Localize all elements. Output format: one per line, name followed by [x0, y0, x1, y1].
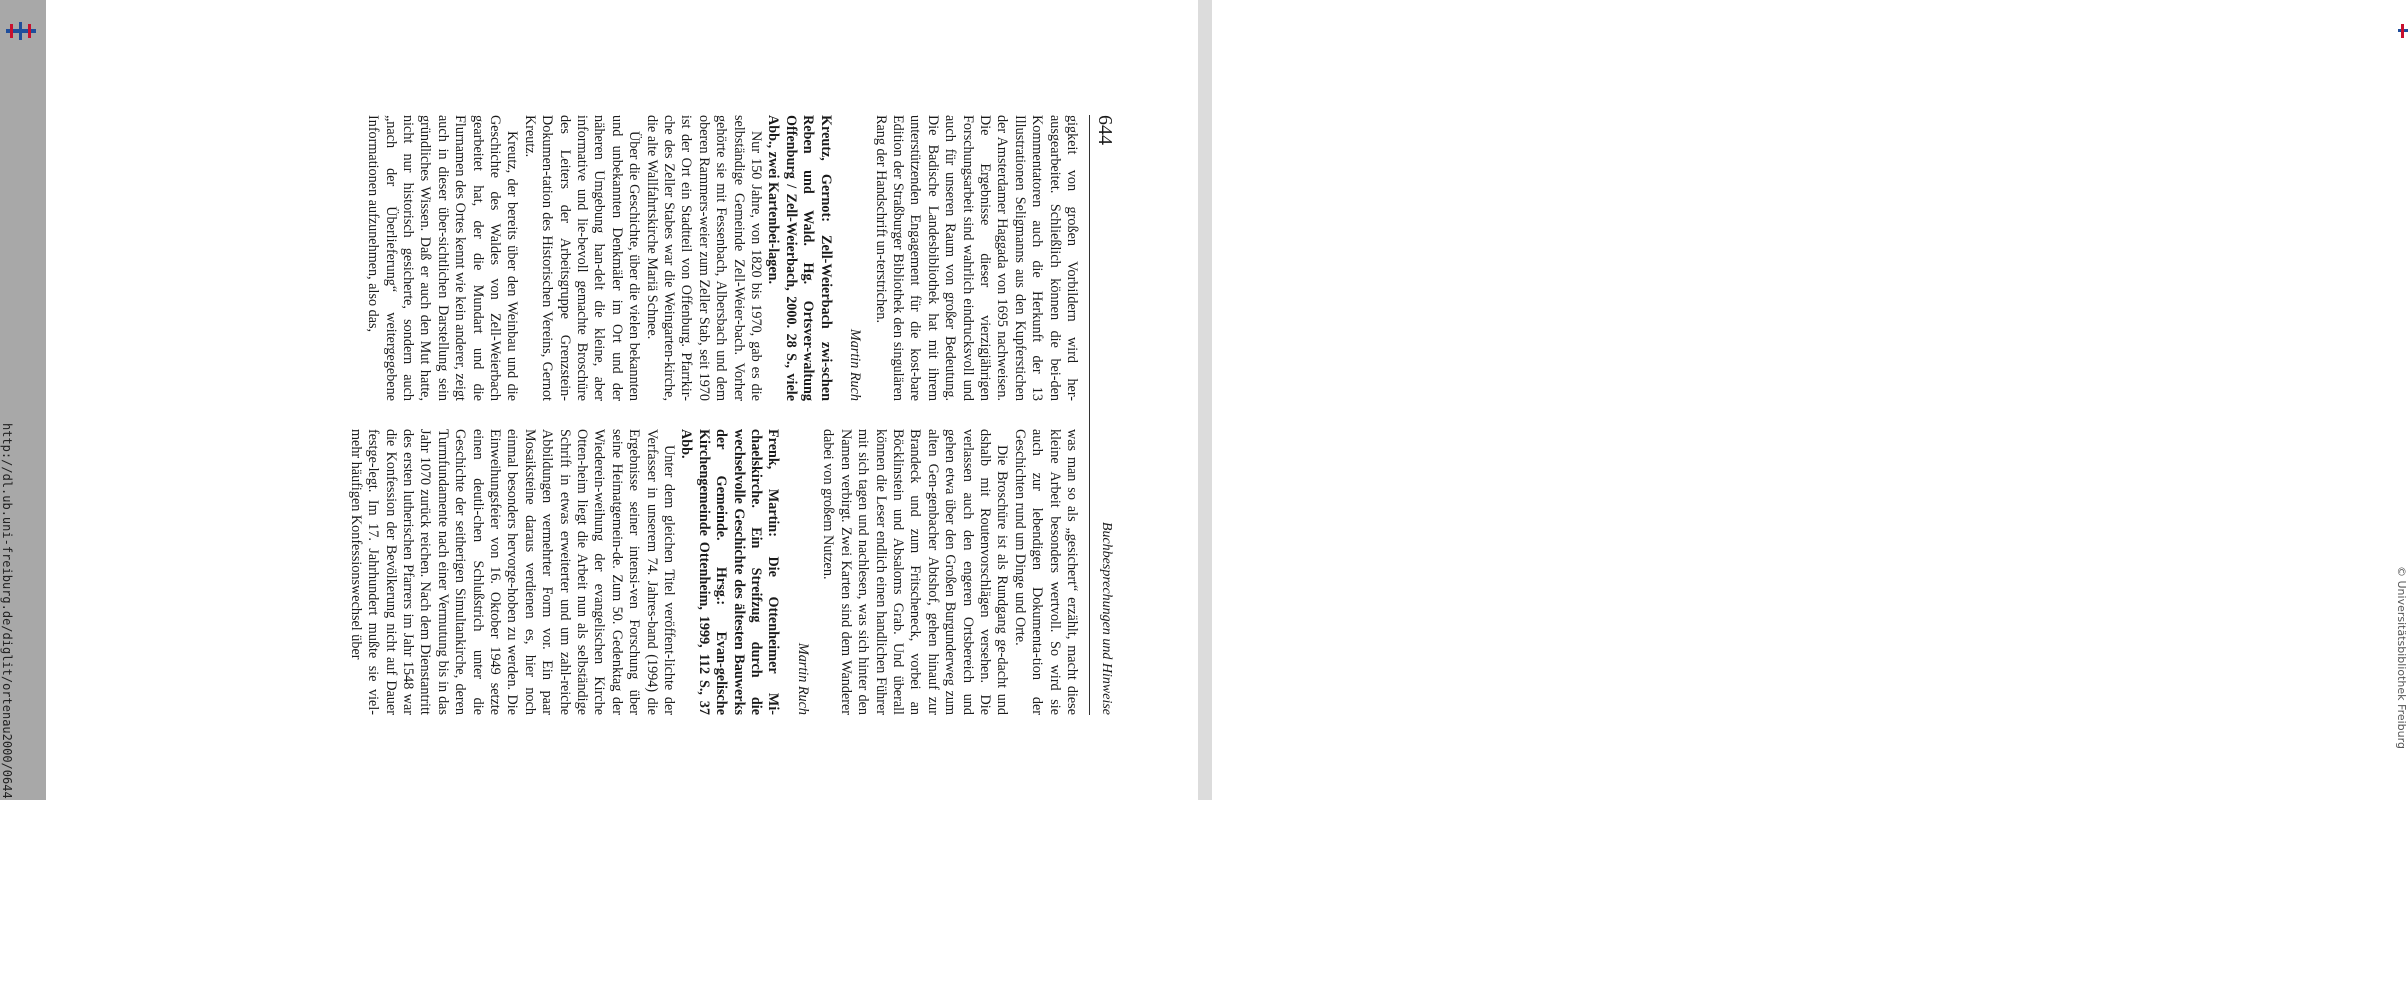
text-column-right — [346, 429, 1080, 715]
paragraph: Über die Geschichte, über die vielen bekannten und unbekannten Denkmäler im Ort und der näheren Umgebung han-delt die kleine, aber informative und lie-bevoll gemachte Broschüre des Leiters der Arbeitsgruppe Grenzstein-Dokumen-tation des Historischen Vereins, Gernot Kreutz. — [521, 115, 643, 401]
library-logo-icon-right — [2398, 24, 2408, 38]
scanned-page — [120, 115, 1120, 715]
text-column-left — [364, 115, 1080, 401]
paragraph: Die Broschüre ist als Rundgang ge-dacht und dshalb mit Routenvorschlägen versehen. Die verlassen auch den engeren Ortsbereich und gehen etwa über den Großen Burgunderweg zum alten Gen-genbacher Abtshof, gehen hinauf zur Brandeck und zum Fritscheneck, vorbei an Böcklinstein und Absaloms Grab. Und überall können die Leser endlich einen handlichen Führer mit sich tagen und nachlesen, was sich hinter den Namen verbirgt. Zwei Karten sind dem Wanderer dabei von großem Nutzen. — [820, 429, 1011, 715]
paragraph: Unter dem gleichen Titel veröffent-lichte der Verfasser in unserem 74. Jahres-band (1994) die Ergebnisse seiner intensi-ven Forschung über seine Heimatgemein-de. Zum 50. Gedenktag der Wiederein-weihung der evangelischen Kirche Otten-heim liegt die Arbeit nun als selbständige Schrift in etwas erweiterter und um zahl-reiche Abbildungen vermehrter Form vor. Ein paar Mosaiksteine daraus verdienen es, hier noch einmal besonders hervorge-hoben zu werden. Die Einweihungsfeier von 16. Oktober 1949 setzte einen deutli-chen Schlußstrich unter die Geschichte der seitherigen Simultankirche, deren Turmfundamente nach einer Vermutung bis in das Jahr 1070 zurück reichen. Nach dem Dienstantritt des ersten lutherischen Pfarrers im Jahr 1548 war die Konfession der Bevölkerung nicht auf Dauer festge-legt. Im 17. Jahrhundert mußte sie viel-mehr häufigen Konfessionswechsel über — [347, 429, 678, 715]
bibliographic-entry: Kreutz, Gernot: Zell-Weierbach zwi-schen Reben und Wald. Hg. Ortsver-waltung Offenburg / Zell-Weierbach, 2000. 28 S., viele Abb., zwei Kartenbei-lagen. — [765, 115, 834, 401]
author-signature: Martin Ruch — [847, 328, 864, 401]
paragraph: Nur 150 Jahre, von 1820 bis 1970, gab es die selbständige Gemeinde Zell-Weier-bach. Vorher gehörte sie mit Fessenbach, Albersbach und dem oberen Rammers-weier zum Zeller Stab, seit 1970 ist der Ort ein Stadtteil von Offenburg. Pfarrkir-che des Zeller Stabes war die Weingarten-kirche, die alte Wallfahrtskirche Mariä Schnee. — [643, 115, 765, 401]
viewer-sidebar — [0, 0, 46, 800]
section-title: Buchbesprechungen und Hinweise — [1099, 521, 1114, 715]
paragraph: gigkeit von großen Vorbildern wird her-ausgearbeitet. Schließlich können die bei-den Kommentatoren auch die Herkunft der 13 Illustrationen Seligmanns aus den Kupferstichen der Amsterdamer Haggada von 1695 nachweisen. Die Ergebnisse dieser vierzigjährigen Forschungsarbeit sind wahrlich eindrucksvoll und auch für unseren Raum von großer Bedeutung. Die Badische Landesbibliothek hat mit ihrem unterstützenden Engagement für die kost-bare Edition der Straßburger Bibliothek den singulären Rang der Handschrift un-terstrichen. — [872, 115, 1080, 401]
author-signature: Martin Ruch — [794, 642, 811, 715]
next-page-edge — [1198, 0, 2408, 800]
paragraph: was man so als „gesichert“ erzählt, macht diese kleine Arbeit besonders wertvoll. So wird sie auch zur lebendigen Dokumenta-tion der Geschichten rund um Dinge und Orte. — [1011, 429, 1080, 715]
document-url[interactable]: http://dl.ub.uni-freiburg.de/diglit/ortenau2000/0644 — [0, 423, 14, 799]
library-logo-icon — [6, 22, 36, 40]
copyright-notice-right: © Universitätsbibliothek Freiburg — [2395, 566, 2408, 749]
bibliographic-entry: Frenk, Martin: Die Ottenheimer Mi-chaelskirche. Ein Streifzug durch die wechselvolle Geschichte des ältesten Bauwerks der Gemeinde. Hrsg.: Evan-gelische Kirchengemeinde Ottenheim, 1999, 112 S., 37 Abb. — [678, 429, 782, 715]
paragraph: Kreutz, der bereits über den Weinbau und die Geschichte des Waldes von Zell-Weierbach gearbeitet hat, der die Mundart und die Flurnamen des Ortes kennt wie kein anderer, zeigt auch in dieser über-sichtlichen Darstellung sein gründliches Wissen. Daß er auch den Mut hatte, nicht nur historisch gesicherte, sondern auch „nach der Überlieferung“ weitergegebene Informationen aufzunehmen, also das, — [365, 115, 521, 401]
running-header — [1089, 115, 1120, 715]
page-number: 644 — [1094, 115, 1116, 145]
